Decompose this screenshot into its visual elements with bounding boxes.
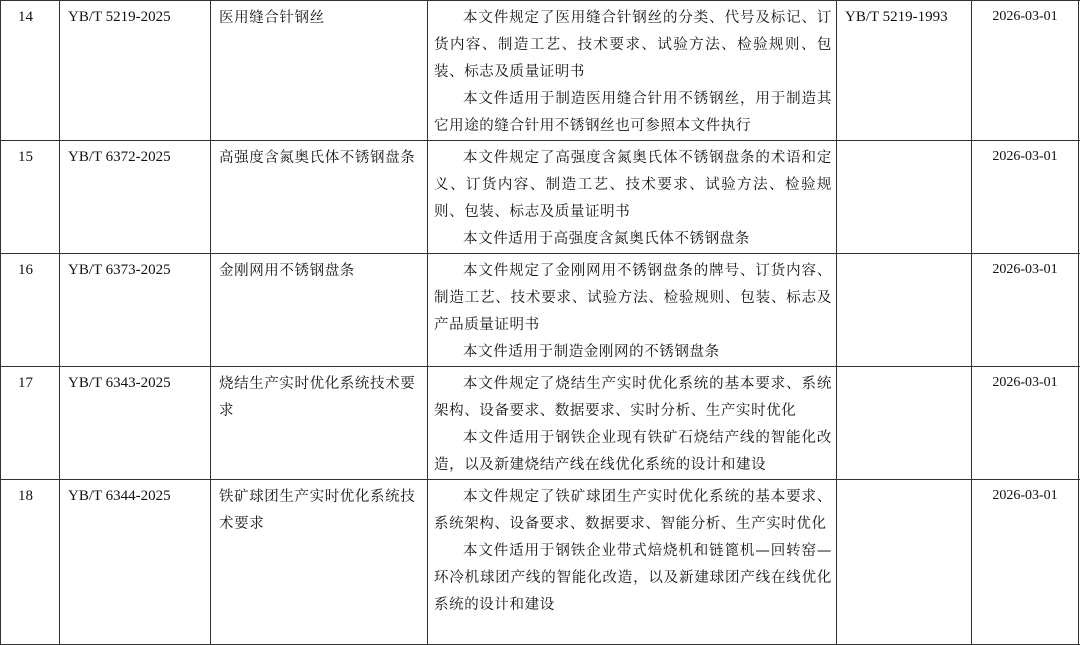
standard-code: YB/T 6343-2025 [60, 367, 211, 480]
standard-code: YB/T 6373-2025 [60, 254, 211, 367]
standard-code: YB/T 6372-2025 [60, 141, 211, 254]
replaced-standard: YB/T 5219-1993 [837, 1, 972, 141]
replaced-standard [837, 367, 972, 480]
standard-name: 高强度含氮奥氏体不锈钢盘条 [211, 141, 428, 254]
scope-paragraph: 本文件规定了铁矿球团生产实时优化系统的基本要求、系统架构、设备要求、数据要求、智能分析、生产实时优化 [434, 484, 832, 538]
table-row [1, 480, 1080, 645]
standard-name: 烧结生产实时优化系统技术要求 [211, 367, 428, 480]
row-number: 18 [1, 480, 60, 645]
scope-paragraph: 本文件规定了烧结生产实时优化系统的基本要求、系统架构、设备要求、数据要求、实时分析、生产实时优化 [434, 371, 832, 425]
standard-scope [428, 141, 837, 254]
scope-paragraph: 本文件适用于制造金刚网的不锈钢盘条 [434, 339, 832, 366]
scope-paragraph: 本文件适用于高强度含氮奥氏体不锈钢盘条 [434, 226, 832, 253]
standard-name: 医用缝合针钢丝 [211, 1, 428, 141]
implementation-date: 2026-03-01 [972, 480, 1079, 645]
implementation-date: 2026-03-01 [972, 1, 1079, 141]
scope-paragraph: 本文件适用于钢铁企业带式焙烧机和链篦机—回转窑—环冷机球团产线的智能化改造，以及新建球团产线在线优化系统的设计和建设 [434, 538, 832, 619]
scope-paragraph: 本文件适用于钢铁企业现有铁矿石烧结产线的智能化改造，以及新建烧结产线在线优化系统的设计和建设 [434, 425, 832, 479]
standard-code: YB/T 6344-2025 [60, 480, 211, 645]
standard-scope [428, 367, 837, 480]
table-row [1, 254, 1080, 367]
standard-name: 金刚网用不锈钢盘条 [211, 254, 428, 367]
scope-paragraph: 本文件规定了高强度含氮奥氏体不锈钢盘条的术语和定义、订货内容、制造工艺、技术要求、试验方法、检验规则、包装、标志及质量证明书 [434, 145, 832, 226]
replaced-standard [837, 480, 972, 645]
standard-scope [428, 254, 837, 367]
table-row [1, 141, 1080, 254]
standard-name: 铁矿球团生产实时优化系统技术要求 [211, 480, 428, 645]
implementation-date: 2026-03-01 [972, 367, 1079, 480]
scope-paragraph: 本文件规定了金刚网用不锈钢盘条的牌号、订货内容、制造工艺、技术要求、试验方法、检验规则、包装、标志及产品质量证明书 [434, 258, 832, 339]
standard-scope [428, 480, 837, 645]
row-number: 16 [1, 254, 60, 367]
replaced-standard [837, 141, 972, 254]
row-number: 14 [1, 1, 60, 141]
standard-code: YB/T 5219-2025 [60, 1, 211, 141]
row-number: 17 [1, 367, 60, 480]
scope-paragraph: 本文件规定了医用缝合针钢丝的分类、代号及标记、订货内容、制造工艺、技术要求、试验方法、检验规则、包装、标志及质量证明书 [434, 5, 832, 86]
table-row [1, 1, 1080, 141]
replaced-standard [837, 254, 972, 367]
table-row [1, 367, 1080, 480]
row-number: 15 [1, 141, 60, 254]
scope-paragraph: 本文件适用于制造医用缝合针用不锈钢丝，用于制造其它用途的缝合针用不锈钢丝也可参照本文件执行 [434, 86, 832, 140]
standard-scope [428, 1, 837, 141]
implementation-date: 2026-03-01 [972, 141, 1079, 254]
implementation-date: 2026-03-01 [972, 254, 1079, 367]
